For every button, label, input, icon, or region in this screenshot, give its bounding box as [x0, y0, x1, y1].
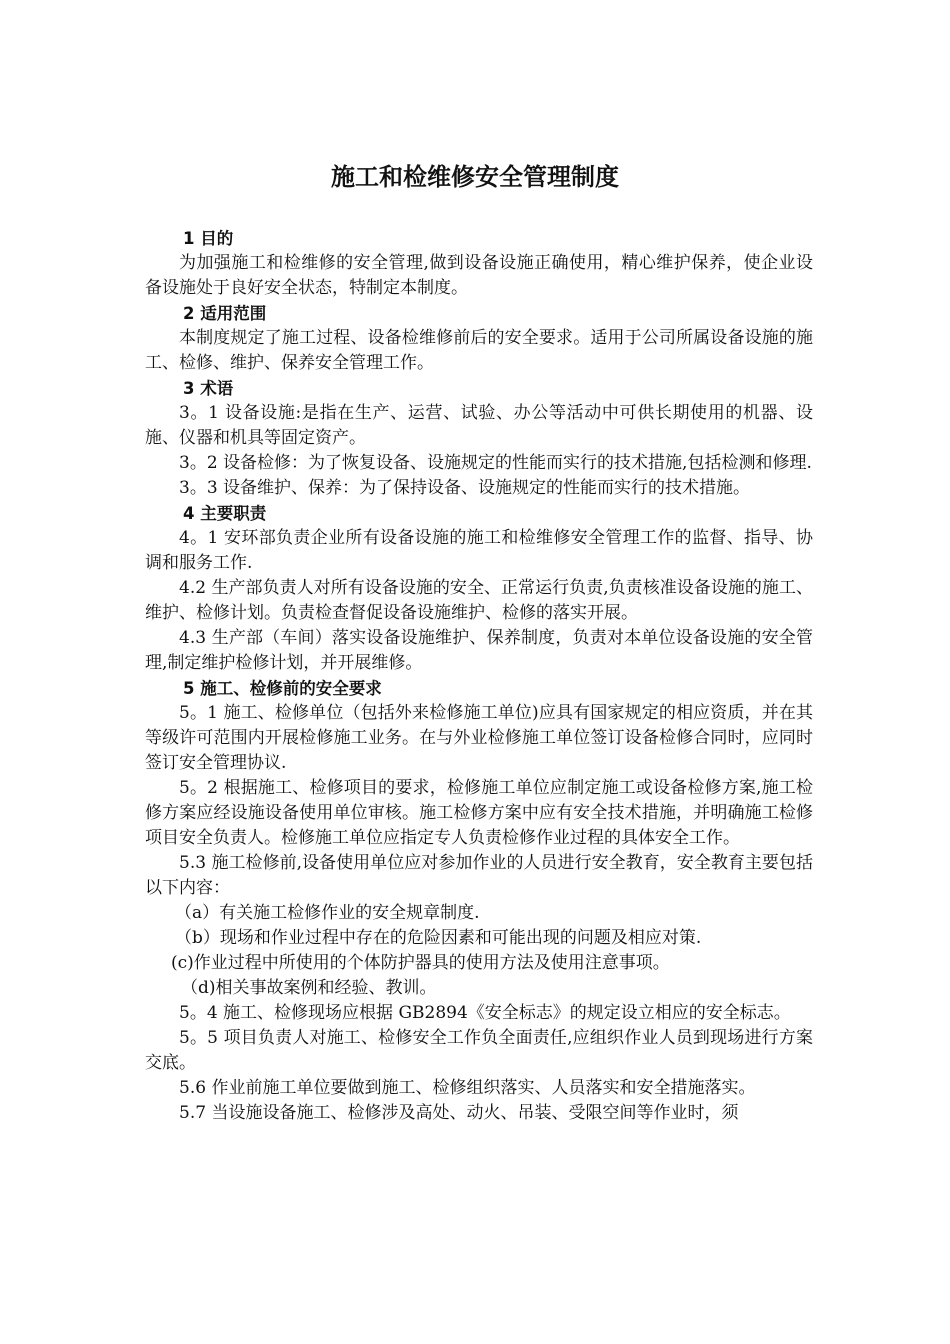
paragraph: 本制度规定了施工过程、设备检维修前后的安全要求。适用于公司所属设备设施的施工、检修、维护、保养安全管理工作。 [145, 328, 813, 373]
list-item: (c)作业过程中所使用的个体防护器具的使用方法及使用注意事项。 [171, 953, 670, 973]
paragraph: 4。1 安环部负责企业所有设备设施的施工和检维修安全管理工作的监督、指导、协调和服务工作. [145, 528, 813, 573]
list-item: （b）现场和作业过程中存在的危险因素和可能出现的问题及相应对策. [175, 928, 702, 948]
paragraph: 为加强施工和检维修的安全管理,做到设备设施正确使用，精心维护保养，使企业设备设施处于良好安全状态，特制定本制度。 [145, 253, 813, 298]
paragraph: 5.6 作业前施工单位要做到施工、检修组织落实、人员落实和安全措施落实。 [179, 1078, 756, 1098]
paragraph: 3。2 设备检修：为了恢复设备、设施规定的性能而实行的技术措施,包括检测和修理. [179, 453, 812, 473]
list-item: （a）有关施工检修作业的安全规章制度. [175, 903, 480, 923]
document-title: 施工和检维修安全管理制度 [331, 163, 619, 191]
list-item: （d)相关事故案例和经验、教训。 [181, 978, 437, 998]
section-heading-responsibilities: 4 主要职责 [183, 504, 267, 523]
paragraph: 4.3 生产部（车间）落实设备设施维护、保养制度，负责对本单位设备设施的安全管理,制定维护检修计划，并开展维修。 [145, 628, 813, 673]
paragraph: 4.2 生产部负责人对所有设备设施的安全、正常运行负责,负责核准设备设施的施工、维护、检修计划。负责检查督促设备设施维护、检修的落实开展。 [145, 578, 813, 623]
paragraph: 5。4 施工、检修现场应根据 GB2894《安全标志》的规定设立相应的安全标志。 [179, 1003, 791, 1023]
paragraph: 3。1 设备设施:是指在生产、运营、试验、办公等活动中可供长期使用的机器、设施、仪器和机具等固定资产。 [145, 403, 813, 448]
section-heading-scope: 2 适用范围 [183, 304, 267, 323]
paragraph: 3。3 设备维护、保养：为了保持设备、设施规定的性能而实行的技术措施。 [179, 478, 751, 498]
paragraph: 5.7 当设施设备施工、检修涉及高处、动火、吊装、受限空间等作业时，须 [179, 1103, 739, 1123]
paragraph: 5。5 项目负责人对施工、检修安全工作负全面责任,应组织作业人员到现场进行方案交底。 [145, 1028, 813, 1073]
document-body [145, 226, 813, 1126]
section-heading-purpose: 1 目的 [183, 229, 234, 248]
section-heading-pre-work-requirements: 5 施工、检修前的安全要求 [183, 679, 382, 698]
paragraph: 5.3 施工检修前,设备使用单位应对参加作业的人员进行安全教育，安全教育主要包括以下内容： [145, 853, 813, 898]
paragraph: 5。2 根据施工、检修项目的要求，检修施工单位应制定施工或设备检修方案,施工检修方案应经设施设备使用单位审核。施工检修方案中应有安全技术措施，并明确施工检修项目安全负责人。检修施工单位应指定专人负责检修作业过程的具体安全工作。 [145, 778, 813, 848]
section-heading-terms: 3 术语 [183, 379, 234, 398]
paragraph: 5。1 施工、检修单位（包括外来检修施工单位)应具有国家规定的相应资质，并在其等级许可范围内开展检修施工业务。在与外业检修施工单位签订设备检修合同时，应同时签订安全管理协议. [145, 703, 813, 773]
